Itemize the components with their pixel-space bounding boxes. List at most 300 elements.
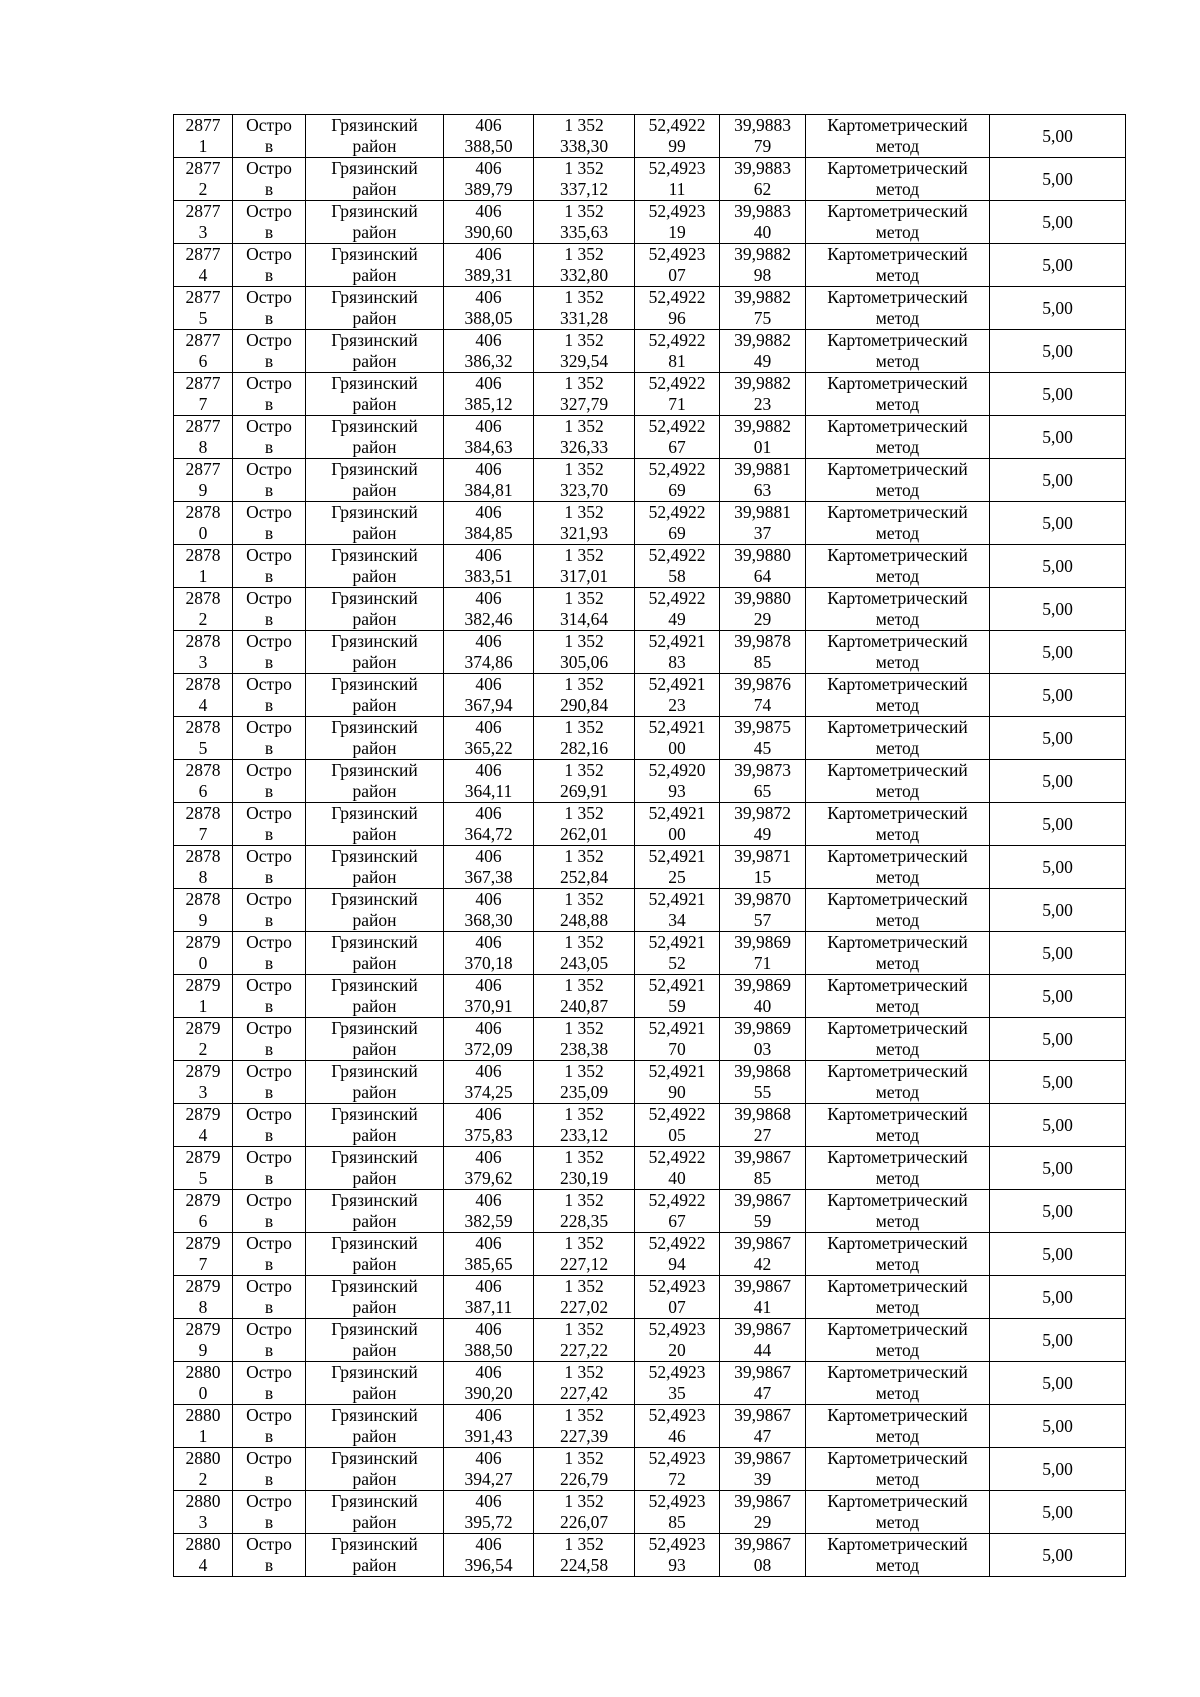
- longitude-cell: [720, 1405, 806, 1448]
- coord-y-cell-line: 1 352: [564, 674, 604, 694]
- coord-x-cell: [444, 1233, 534, 1276]
- district-cell-line: Грязинский: [331, 287, 418, 307]
- point-number-cell-line: 2879: [185, 1018, 221, 1038]
- longitude-cell-line: 23: [753, 394, 772, 414]
- table-row: [174, 1147, 1126, 1190]
- latitude-cell: [635, 975, 720, 1018]
- point-number-cell: [174, 631, 233, 674]
- district-cell: [306, 287, 444, 330]
- coord-x-cell-line: 383,51: [464, 566, 513, 586]
- point-number-cell: [174, 1448, 233, 1491]
- longitude-cell-line: 55: [753, 1082, 772, 1102]
- accuracy-cell: 5,00: [990, 1233, 1126, 1276]
- longitude-cell-line: 39,9867: [734, 1233, 791, 1253]
- object-type-cell-line: в: [264, 136, 274, 156]
- table-row: [174, 1491, 1126, 1534]
- point-number-cell: [174, 717, 233, 760]
- latitude-cell-line: 52: [668, 953, 686, 973]
- method-cell-line: метод: [875, 609, 920, 629]
- point-number-cell-line: 2879: [185, 1233, 221, 1253]
- coord-y-cell-line: 1 352: [564, 1061, 604, 1081]
- object-type-cell: [233, 416, 306, 459]
- object-type-cell: [233, 373, 306, 416]
- coord-x-cell-line: 406: [475, 932, 502, 952]
- object-type-cell-line: в: [264, 867, 274, 887]
- longitude-cell: [720, 846, 806, 889]
- latitude-cell-line: 05: [668, 1125, 686, 1145]
- method-cell-line: Картометрический: [827, 1018, 968, 1038]
- latitude-cell: [635, 1061, 720, 1104]
- latitude-cell-line: 52,4923: [648, 1319, 706, 1339]
- point-number-cell-line: 2877: [185, 373, 221, 393]
- coord-y-cell: [534, 1362, 635, 1405]
- coord-y-cell: [534, 115, 635, 158]
- district-cell-line: район: [352, 351, 397, 371]
- longitude-cell-line: 08: [753, 1555, 772, 1575]
- district-cell: [306, 803, 444, 846]
- latitude-cell-line: 52,4922: [648, 545, 706, 565]
- point-number-cell-line: 2: [198, 179, 208, 199]
- point-number-cell-line: 2879: [185, 932, 221, 952]
- point-number-cell-line: 2: [198, 1469, 208, 1489]
- longitude-cell-line: 71: [753, 953, 772, 973]
- latitude-cell: [635, 1319, 720, 1362]
- point-number-cell-line: 2880: [185, 1405, 221, 1425]
- coord-x-cell: [444, 1018, 534, 1061]
- longitude-cell-line: 39,9882: [734, 287, 791, 307]
- point-number-cell-line: 9: [198, 910, 208, 930]
- longitude-cell-line: 39,9867: [734, 1362, 791, 1382]
- coord-y-cell: [534, 1147, 635, 1190]
- longitude-cell-line: 64: [753, 566, 772, 586]
- district-cell-line: Грязинский: [331, 1147, 418, 1167]
- object-type-cell-line: Остро: [246, 889, 292, 909]
- method-cell-line: метод: [875, 523, 920, 543]
- coord-y-cell-line: 1 352: [564, 717, 604, 737]
- object-type-cell-line: в: [264, 910, 274, 930]
- point-number-cell: [174, 1061, 233, 1104]
- latitude-cell-line: 52,4922: [648, 1147, 706, 1167]
- longitude-cell-line: 39,9869: [734, 1018, 791, 1038]
- coord-x-cell-line: 406: [475, 889, 502, 909]
- coord-x-cell-line: 406: [475, 717, 502, 737]
- object-type-cell: [233, 244, 306, 287]
- coord-x-cell: [444, 244, 534, 287]
- point-number-cell-line: 5: [198, 308, 208, 328]
- coord-x-cell-line: 406: [475, 803, 502, 823]
- object-type-cell-line: в: [264, 351, 274, 371]
- point-number-cell-line: 2879: [185, 1190, 221, 1210]
- object-type-cell-line: в: [264, 695, 274, 715]
- method-cell: [806, 717, 990, 760]
- method-cell-line: Картометрический: [827, 201, 968, 221]
- table-row: [174, 1405, 1126, 1448]
- longitude-cell: [720, 1491, 806, 1534]
- coord-x-cell: [444, 760, 534, 803]
- method-cell-line: метод: [875, 867, 920, 887]
- longitude-cell-line: 39,9867: [734, 1491, 791, 1511]
- latitude-cell: [635, 1362, 720, 1405]
- point-number-cell-line: 4: [198, 1125, 208, 1145]
- object-type-cell: [233, 846, 306, 889]
- latitude-cell: [635, 932, 720, 975]
- coord-x-cell: [444, 588, 534, 631]
- object-type-cell-line: в: [264, 1082, 274, 1102]
- accuracy-cell: 5,00: [990, 1104, 1126, 1147]
- coord-y-cell: [534, 1276, 635, 1319]
- table-row: [174, 1233, 1126, 1276]
- method-cell: [806, 846, 990, 889]
- coord-x-cell-line: 389,79: [464, 179, 513, 199]
- point-number-cell-line: 2878: [185, 803, 221, 823]
- method-cell-line: Картометрический: [827, 416, 968, 436]
- coord-y-cell: [534, 502, 635, 545]
- coord-y-cell: [534, 588, 635, 631]
- coord-y-cell-line: 332,80: [559, 265, 609, 285]
- object-type-cell: [233, 1491, 306, 1534]
- longitude-cell-line: 15: [753, 867, 772, 887]
- point-number-cell-line: 2880: [185, 1362, 221, 1382]
- method-cell: [806, 1190, 990, 1233]
- latitude-cell-line: 52,4923: [648, 1362, 706, 1382]
- point-number-cell-line: 3: [198, 652, 208, 672]
- coord-x-cell-line: 406: [475, 975, 502, 995]
- district-cell: [306, 1534, 444, 1577]
- longitude-cell: [720, 1534, 806, 1577]
- longitude-cell-line: 29: [753, 1512, 772, 1532]
- coord-y-cell-line: 1 352: [564, 760, 604, 780]
- coord-y-cell-line: 1 352: [564, 459, 604, 479]
- latitude-cell-line: 52,4923: [648, 1534, 706, 1554]
- district-cell-line: район: [352, 1383, 397, 1403]
- method-cell: [806, 889, 990, 932]
- district-cell: [306, 760, 444, 803]
- coord-x-cell: [444, 416, 534, 459]
- object-type-cell: [233, 760, 306, 803]
- latitude-cell-line: 85: [668, 1512, 686, 1532]
- coord-y-cell-line: 1 352: [564, 373, 604, 393]
- longitude-cell: [720, 674, 806, 717]
- coord-x-cell: [444, 1147, 534, 1190]
- district-cell-line: район: [352, 1555, 397, 1575]
- longitude-cell: [720, 1018, 806, 1061]
- longitude-cell-line: 57: [753, 910, 772, 930]
- accuracy-cell: 5,00: [990, 1534, 1126, 1577]
- district-cell: [306, 416, 444, 459]
- latitude-cell: [635, 373, 720, 416]
- method-cell: [806, 244, 990, 287]
- coord-x-cell-line: 406: [475, 1362, 502, 1382]
- method-cell: [806, 1534, 990, 1577]
- point-number-cell-line: 0: [198, 523, 208, 543]
- latitude-cell-line: 93: [668, 781, 686, 801]
- latitude-cell: [635, 545, 720, 588]
- method-cell-line: Картометрический: [827, 1061, 968, 1081]
- coord-y-cell-line: 335,63: [559, 222, 609, 242]
- object-type-cell-line: в: [264, 996, 274, 1016]
- coord-x-cell-line: 406: [475, 287, 502, 307]
- latitude-cell: [635, 1233, 720, 1276]
- longitude-cell-line: 39,9878: [734, 631, 791, 651]
- point-number-cell-line: 2: [198, 609, 208, 629]
- longitude-cell-line: 79: [753, 136, 772, 156]
- longitude-cell-line: 42: [753, 1254, 772, 1274]
- coord-y-cell-line: 224,58: [559, 1555, 609, 1575]
- coord-x-cell: [444, 373, 534, 416]
- method-cell-line: метод: [875, 480, 920, 500]
- coord-y-cell-line: 252,84: [559, 867, 609, 887]
- coord-y-cell: [534, 1018, 635, 1061]
- object-type-cell-line: в: [264, 609, 274, 629]
- point-number-cell-line: 1: [198, 996, 208, 1016]
- district-cell-line: Грязинский: [331, 545, 418, 565]
- object-type-cell: [233, 1448, 306, 1491]
- object-type-cell-line: Остро: [246, 1276, 292, 1296]
- point-number-cell: [174, 1276, 233, 1319]
- district-cell: [306, 1018, 444, 1061]
- latitude-cell-line: 52,4923: [648, 1276, 706, 1296]
- point-number-cell-line: 2879: [185, 1276, 221, 1296]
- method-cell: [806, 674, 990, 717]
- district-cell: [306, 373, 444, 416]
- latitude-cell: [635, 1018, 720, 1061]
- coord-x-cell-line: 395,72: [464, 1512, 513, 1532]
- longitude-cell-line: 65: [753, 781, 772, 801]
- point-number-cell-line: 2879: [185, 975, 221, 995]
- latitude-cell-line: 52,4922: [648, 588, 706, 608]
- coord-x-cell-line: 406: [475, 1405, 502, 1425]
- method-cell-line: метод: [875, 308, 920, 328]
- latitude-cell-line: 90: [668, 1082, 686, 1102]
- latitude-cell-line: 96: [668, 308, 686, 328]
- longitude-cell-line: 39,9882: [734, 373, 791, 393]
- table-row: [174, 545, 1126, 588]
- table-row: [174, 674, 1126, 717]
- point-number-cell-line: 0: [198, 953, 208, 973]
- latitude-cell-line: 52,4921: [648, 975, 706, 995]
- object-type-cell-line: в: [264, 1340, 274, 1360]
- method-cell-line: Картометрический: [827, 932, 968, 952]
- district-cell-line: Грязинский: [331, 1104, 418, 1124]
- district-cell-line: Грязинский: [331, 760, 418, 780]
- longitude-cell: [720, 416, 806, 459]
- point-number-cell: [174, 416, 233, 459]
- coord-x-cell-line: 365,22: [464, 738, 513, 758]
- point-number-cell-line: 2878: [185, 889, 221, 909]
- latitude-cell-line: 52,4921: [648, 932, 706, 952]
- object-type-cell-line: в: [264, 1168, 274, 1188]
- coord-y-cell: [534, 1448, 635, 1491]
- longitude-cell-line: 39,9881: [734, 502, 791, 522]
- coord-y-cell-line: 1 352: [564, 244, 604, 264]
- object-type-cell: [233, 1319, 306, 1362]
- coord-x-cell-line: 370,18: [464, 953, 513, 973]
- method-cell-line: Картометрический: [827, 631, 968, 651]
- point-number-cell-line: 4: [198, 695, 208, 715]
- coord-x-cell-line: 384,81: [464, 480, 513, 500]
- longitude-cell-line: 39,9875: [734, 717, 791, 737]
- method-cell-line: метод: [875, 738, 920, 758]
- district-cell-line: Грязинский: [331, 1319, 418, 1339]
- method-cell-line: метод: [875, 265, 920, 285]
- method-cell: [806, 803, 990, 846]
- accuracy-cell: 5,00: [990, 1491, 1126, 1534]
- coord-x-cell-line: 375,83: [464, 1125, 513, 1145]
- district-cell: [306, 1319, 444, 1362]
- coord-y-cell-line: 1 352: [564, 158, 604, 178]
- district-cell-line: район: [352, 136, 397, 156]
- longitude-cell: [720, 287, 806, 330]
- table-row: [174, 846, 1126, 889]
- object-type-cell-line: Остро: [246, 115, 292, 135]
- object-type-cell-line: в: [264, 1039, 274, 1059]
- object-type-cell-line: Остро: [246, 803, 292, 823]
- object-type-cell-line: Остро: [246, 416, 292, 436]
- coord-y-cell: [534, 158, 635, 201]
- object-type-cell-line: в: [264, 1254, 274, 1274]
- latitude-cell: [635, 1104, 720, 1147]
- object-type-cell-line: в: [264, 437, 274, 457]
- district-cell: [306, 674, 444, 717]
- district-cell-line: район: [352, 609, 397, 629]
- coord-x-cell-line: 388,50: [464, 1340, 513, 1360]
- district-cell-line: район: [352, 695, 397, 715]
- object-type-cell-line: в: [264, 566, 274, 586]
- point-number-cell-line: 2877: [185, 115, 221, 135]
- latitude-cell-line: 52,4920: [648, 760, 706, 780]
- accuracy-cell: 5,00: [990, 889, 1126, 932]
- method-cell-line: метод: [875, 179, 920, 199]
- longitude-cell: [720, 244, 806, 287]
- coord-y-cell-line: 1 352: [564, 1491, 604, 1511]
- table-row: [174, 201, 1126, 244]
- coord-x-cell: [444, 459, 534, 502]
- point-number-cell-line: 1: [198, 566, 208, 586]
- coord-x-cell-line: 367,94: [464, 695, 513, 715]
- latitude-cell-line: 71: [668, 394, 686, 414]
- coord-y-cell-line: 1 352: [564, 1104, 604, 1124]
- district-cell: [306, 115, 444, 158]
- coord-x-cell-line: 385,12: [464, 394, 513, 414]
- method-cell-line: метод: [875, 652, 920, 672]
- coord-x-cell-line: 372,09: [464, 1039, 513, 1059]
- latitude-cell-line: 52,4922: [648, 373, 706, 393]
- district-cell-line: Грязинский: [331, 1362, 418, 1382]
- coord-x-cell-line: 406: [475, 158, 502, 178]
- accuracy-cell: 5,00: [990, 717, 1126, 760]
- point-number-cell-line: 2: [198, 1039, 208, 1059]
- latitude-cell: [635, 1534, 720, 1577]
- latitude-cell: [635, 631, 720, 674]
- district-cell-line: район: [352, 523, 397, 543]
- district-cell: [306, 459, 444, 502]
- longitude-cell-line: 63: [753, 480, 772, 500]
- point-number-cell-line: 2880: [185, 1534, 221, 1554]
- point-number-cell-line: 1: [198, 136, 208, 156]
- point-number-cell-line: 2879: [185, 1147, 221, 1167]
- longitude-cell-line: 49: [753, 824, 772, 844]
- coord-x-cell-line: 368,30: [464, 910, 513, 930]
- coord-y-cell: [534, 1190, 635, 1233]
- method-cell: [806, 1319, 990, 1362]
- object-type-cell: [233, 502, 306, 545]
- point-number-cell-line: 2877: [185, 158, 221, 178]
- object-type-cell: [233, 1233, 306, 1276]
- longitude-cell-line: 39: [753, 1469, 772, 1489]
- coord-x-cell-line: 406: [475, 674, 502, 694]
- table-row: [174, 1190, 1126, 1233]
- table-row: [174, 932, 1126, 975]
- latitude-cell-line: 99: [668, 136, 686, 156]
- latitude-cell: [635, 459, 720, 502]
- point-number-cell-line: 2879: [185, 1104, 221, 1124]
- point-number-cell: [174, 803, 233, 846]
- district-cell: [306, 1104, 444, 1147]
- coord-x-cell-line: 406: [475, 846, 502, 866]
- longitude-cell-line: 85: [753, 652, 772, 672]
- coord-x-cell-line: 406: [475, 545, 502, 565]
- latitude-cell-line: 52,4923: [648, 1491, 706, 1511]
- latitude-cell-line: 25: [668, 867, 686, 887]
- district-cell: [306, 502, 444, 545]
- longitude-cell-line: 59: [753, 1211, 772, 1231]
- method-cell-line: метод: [875, 1297, 920, 1317]
- method-cell-line: метод: [875, 1125, 920, 1145]
- object-type-cell-line: Остро: [246, 502, 292, 522]
- longitude-cell-line: 62: [753, 179, 772, 199]
- point-number-cell-line: 2878: [185, 717, 221, 737]
- district-cell: [306, 1190, 444, 1233]
- method-cell: [806, 502, 990, 545]
- coord-x-cell-line: 406: [475, 115, 502, 135]
- coord-y-cell: [534, 1491, 635, 1534]
- coord-x-cell-line: 390,20: [464, 1383, 513, 1403]
- coord-y-cell-line: 1 352: [564, 545, 604, 565]
- longitude-cell-line: 74: [753, 695, 772, 715]
- object-type-cell-line: Остро: [246, 760, 292, 780]
- latitude-cell-line: 52,4922: [648, 1190, 706, 1210]
- coord-y-cell-line: 290,84: [559, 695, 609, 715]
- object-type-cell: [233, 1534, 306, 1577]
- coord-x-cell-line: 406: [475, 588, 502, 608]
- method-cell: [806, 631, 990, 674]
- point-number-cell: [174, 373, 233, 416]
- coord-x-cell-line: 364,72: [464, 824, 513, 844]
- latitude-cell-line: 52,4923: [648, 244, 706, 264]
- object-type-cell-line: Остро: [246, 717, 292, 737]
- latitude-cell-line: 52,4922: [648, 416, 706, 436]
- latitude-cell-line: 52,4922: [648, 1233, 706, 1253]
- coord-x-cell-line: 396,54: [464, 1555, 513, 1575]
- point-number-cell-line: 2877: [185, 459, 221, 479]
- method-cell-line: метод: [875, 394, 920, 414]
- object-type-cell-line: Остро: [246, 244, 292, 264]
- point-number-cell-line: 8: [198, 1297, 208, 1317]
- accuracy-cell: 5,00: [990, 1061, 1126, 1104]
- district-cell: [306, 932, 444, 975]
- table-row: [174, 588, 1126, 631]
- coord-y-cell: [534, 975, 635, 1018]
- district-cell-line: Грязинский: [331, 674, 418, 694]
- coord-y-cell-line: 1 352: [564, 416, 604, 436]
- district-cell-line: район: [352, 781, 397, 801]
- coord-x-cell-line: 388,50: [464, 136, 513, 156]
- latitude-cell-line: 07: [668, 265, 686, 285]
- coord-x-cell: [444, 1190, 534, 1233]
- district-cell-line: Грязинский: [331, 1190, 418, 1210]
- object-type-cell-line: Остро: [246, 1491, 292, 1511]
- latitude-cell: [635, 287, 720, 330]
